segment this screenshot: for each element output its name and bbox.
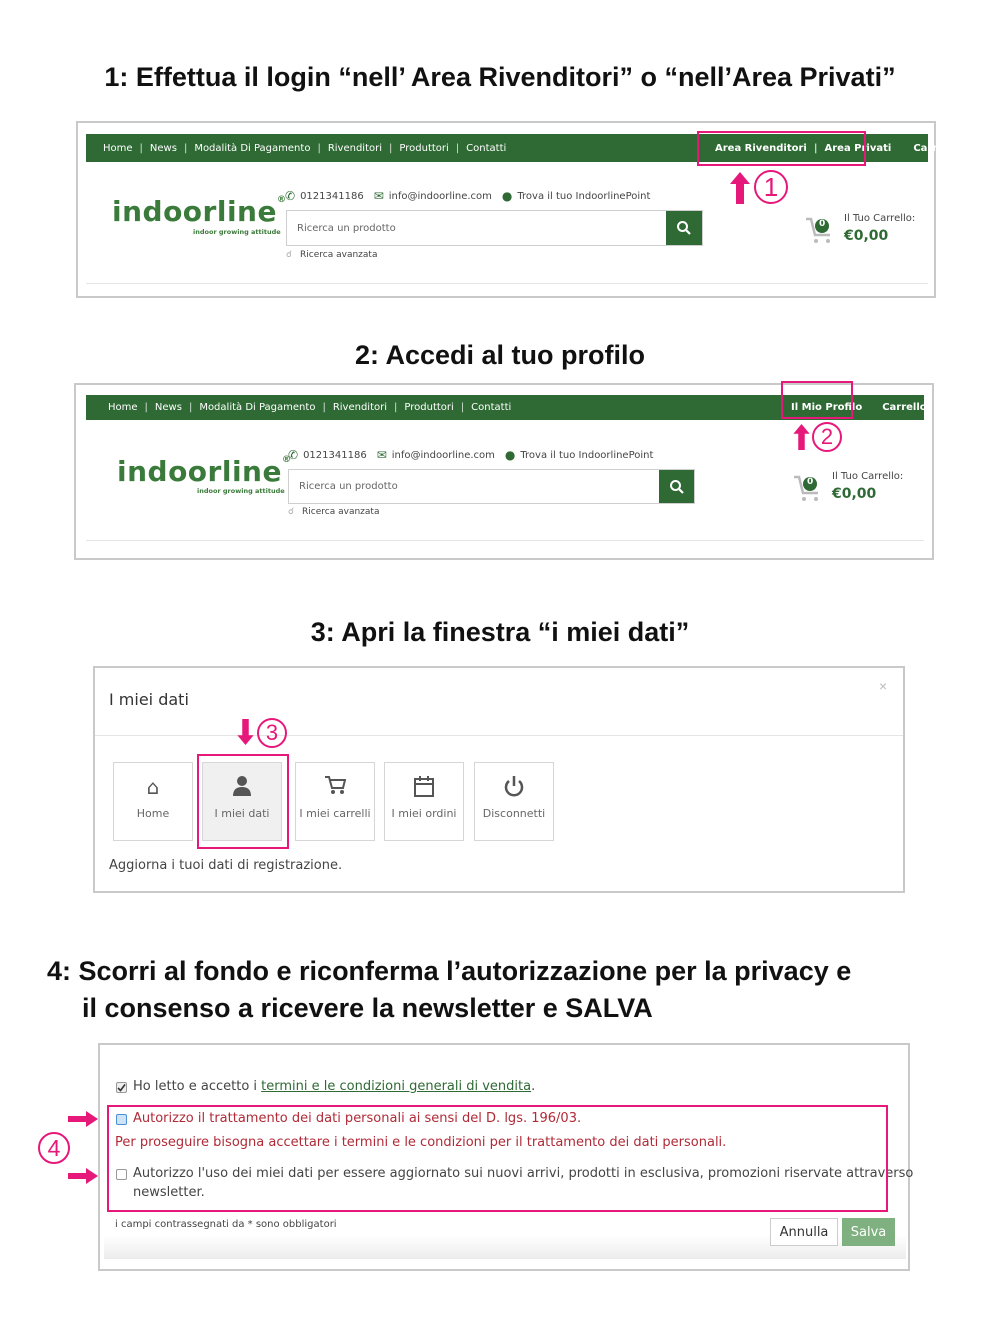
calendar-icon bbox=[385, 775, 463, 799]
power-icon bbox=[475, 775, 553, 799]
nav-news[interactable]: News bbox=[149, 142, 177, 154]
search-input[interactable]: Ricerca un prodotto bbox=[299, 481, 398, 492]
highlight-consents bbox=[107, 1105, 888, 1212]
search-icon bbox=[669, 479, 685, 495]
contact-bar bbox=[285, 189, 650, 203]
cart-count: 0 bbox=[807, 477, 814, 487]
tile-home[interactable]: ⌂ Home bbox=[113, 762, 193, 841]
nav-rivenditori[interactable]: Rivenditori bbox=[327, 142, 383, 154]
advanced-search-link[interactable]: ☌ Ricerca avanzata bbox=[286, 250, 378, 260]
search-bar bbox=[288, 469, 695, 504]
search-input[interactable]: Ricerca un prodotto bbox=[297, 222, 396, 234]
nav-carrello[interactable]: Carrello bbox=[882, 402, 927, 413]
nav-contatti[interactable]: Contatti bbox=[466, 142, 507, 154]
step1-heading: 1: Effettua il login “nell’ Area Rivenditori” o “nell’Area Privati” bbox=[104, 62, 896, 92]
cancel-button[interactable]: Annulla bbox=[770, 1218, 838, 1246]
envelope-icon: ✉ bbox=[376, 448, 387, 462]
step1-marker: 1 bbox=[754, 170, 788, 204]
magnifier-icon: ☌ bbox=[288, 507, 295, 517]
home-icon: ⌂ bbox=[146, 775, 160, 799]
tile-disconnetti[interactable]: Disconnetti bbox=[474, 762, 554, 841]
logo[interactable]: indoorline® bbox=[112, 195, 287, 228]
newsletter-label: Autorizzo l'uso dei miei dati per essere aggiornato sui nuovi arrivi, prodotti in esclusiva, promozioni riservate attraverso bbox=[133, 1166, 914, 1181]
phone-icon: ✆ bbox=[288, 448, 299, 462]
nav-contatti[interactable]: Contatti bbox=[471, 402, 512, 413]
nav-area-privati[interactable]: Area Privati bbox=[824, 142, 892, 154]
arrow-up-icon bbox=[793, 424, 810, 450]
nav-produttori[interactable]: Produttori bbox=[404, 402, 454, 413]
modal-title: I miei dati bbox=[109, 690, 189, 709]
nav-area-rivenditori[interactable]: Area Rivenditori bbox=[715, 142, 807, 154]
privacy-label: Autorizzo il trattamento dei dati personali ai sensi del D. lgs. 196/03. bbox=[133, 1111, 582, 1126]
arrow-right-icon bbox=[68, 1111, 98, 1127]
envelope-icon: ✉ bbox=[373, 189, 384, 203]
search-icon bbox=[676, 220, 692, 236]
logo[interactable]: indoorline® bbox=[117, 455, 292, 488]
nav-pagamento[interactable]: Modalità Di Pagamento bbox=[199, 402, 316, 413]
step4-heading-line2: il consenso a ricevere la newsletter e SALVA bbox=[82, 993, 653, 1023]
step2-marker: 2 bbox=[812, 422, 842, 452]
tile-miei-dati[interactable]: I miei dati bbox=[202, 762, 282, 841]
logo-tagline: indoor growing attitude bbox=[197, 487, 285, 495]
nav-news[interactable]: News bbox=[154, 402, 182, 413]
nav-home[interactable]: Home bbox=[108, 402, 138, 413]
modal-description: Aggiorna i tuoi dati di registrazione. bbox=[109, 858, 343, 873]
save-button[interactable]: Salva bbox=[842, 1218, 895, 1246]
phone-number: 0121341186 bbox=[300, 190, 364, 202]
nav-rivenditori[interactable]: Rivenditori bbox=[332, 402, 388, 413]
arrow-right-icon bbox=[68, 1168, 98, 1184]
step3-heading: 3: Apri la finestra “i miei dati” bbox=[310, 617, 690, 647]
close-icon[interactable]: × bbox=[879, 678, 888, 694]
nav-pagamento[interactable]: Modalità Di Pagamento bbox=[194, 142, 311, 154]
main-nav-2: Home | News | Modalità Di Pagamento | Rivenditori | Produttori | Contatti Il Mio Profilo Carrello bbox=[86, 395, 924, 420]
advanced-search-link[interactable]: ☌ Ricerca avanzata bbox=[288, 507, 380, 517]
search-bar bbox=[286, 210, 703, 246]
map-pin-icon: ● bbox=[504, 448, 516, 462]
nav-carrello[interactable]: Carrello bbox=[913, 142, 958, 154]
arrow-up-icon bbox=[730, 172, 750, 204]
arrow-down-icon bbox=[237, 719, 254, 745]
contact-bar bbox=[288, 448, 653, 462]
store-locator-link[interactable]: Trova il tuo IndoorlinePoint bbox=[517, 190, 651, 202]
step4-heading-line1: 4: Scorri al fondo e riconferma l’autorizzazione per la privacy e bbox=[47, 956, 852, 986]
cart-count: 0 bbox=[819, 219, 826, 229]
required-note: i campi contrassegnati da * sono obbligatori bbox=[115, 1219, 337, 1230]
map-pin-icon: ● bbox=[501, 189, 513, 203]
phone-number: 0121341186 bbox=[303, 449, 367, 461]
cart-label: Il Tuo Carrello: bbox=[844, 213, 916, 224]
step3-marker: 3 bbox=[257, 718, 287, 748]
newsletter-label-cont: newsletter. bbox=[133, 1185, 205, 1200]
cart-total: €0,00 bbox=[844, 228, 889, 244]
terms-link[interactable]: termini e le condizioni generali di vendita bbox=[261, 1079, 532, 1094]
terms-checkbox[interactable] bbox=[116, 1082, 127, 1093]
email-link[interactable]: info@indoorline.com bbox=[388, 190, 492, 202]
nav-produttori[interactable]: Produttori bbox=[399, 142, 449, 154]
magnifier-icon: ☌ bbox=[286, 250, 293, 260]
store-locator-link[interactable]: Trova il tuo IndoorlinePoint bbox=[520, 449, 654, 461]
privacy-error: Per proseguire bisogna accettare i termini e le condizioni per il trattamento dei dati personali. bbox=[115, 1135, 727, 1150]
logo-tagline: indoor growing attitude bbox=[193, 228, 281, 236]
nav-home[interactable]: Home bbox=[103, 142, 133, 154]
cart-label: Il Tuo Carrello: bbox=[832, 471, 904, 482]
tile-miei-carrelli[interactable]: I miei carrelli bbox=[295, 762, 375, 841]
terms-label: Ho letto e accetto i termini e le condizioni generali di vendita. bbox=[133, 1079, 536, 1094]
cart-total: €0,00 bbox=[832, 486, 877, 502]
cart-icon bbox=[296, 775, 374, 799]
nav-mio-profilo[interactable]: Il Mio Profilo bbox=[791, 402, 863, 413]
highlight-miei-dati bbox=[197, 754, 289, 849]
step2-heading: 2: Accedi al tuo profilo bbox=[354, 340, 646, 370]
step4-marker: 4 bbox=[38, 1132, 70, 1164]
highlight-mio-profilo bbox=[781, 381, 853, 419]
email-link[interactable]: info@indoorline.com bbox=[391, 449, 495, 461]
search-button[interactable] bbox=[659, 470, 694, 503]
highlight-area-login bbox=[697, 131, 866, 166]
search-button[interactable] bbox=[666, 211, 702, 245]
tile-miei-ordini[interactable]: I miei ordini bbox=[384, 762, 464, 841]
phone-icon: ✆ bbox=[285, 189, 296, 203]
main-nav: Home | News | Modalità Di Pagamento | Rivenditori | Produttori | Contatti Area Rivenditori | Area Privati Carrello bbox=[86, 134, 928, 162]
